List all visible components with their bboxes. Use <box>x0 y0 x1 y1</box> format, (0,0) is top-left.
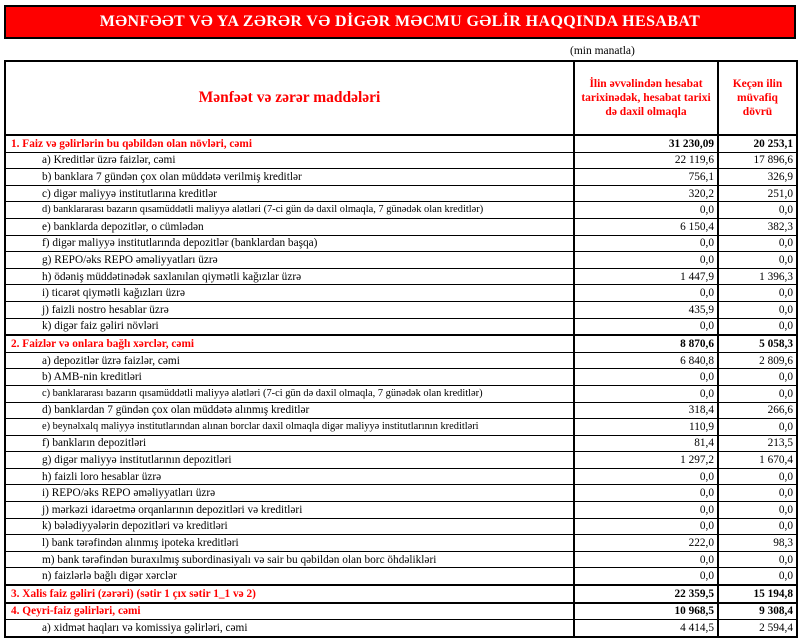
value-prior-cell: 0,0 <box>718 419 797 436</box>
item-label-cell: b) banklara 7 gündən çox olan müddətə verilmiş kreditlər <box>5 169 574 186</box>
value-current-cell: 6 150,4 <box>574 218 718 235</box>
value-prior-cell: 0,0 <box>718 285 797 302</box>
value-prior-cell: 0,0 <box>718 318 797 335</box>
item-label-cell: m) bank tərəfindən buraxılmış subordinasiyalı və sair bu qəbildən olan borc öhdəlikləri <box>5 551 574 568</box>
table-row <box>5 385 797 402</box>
value-current-cell: 0,0 <box>574 385 718 402</box>
item-label-cell: e) beynəlxalq maliyyə institutlarından alınan borclar daxil olmaqla digər maliyyə institutlarının kreditləri <box>5 419 574 436</box>
value-prior-cell: 0,0 <box>718 502 797 519</box>
value-prior-cell: 0,0 <box>718 252 797 269</box>
value-current-cell: 0,0 <box>574 235 718 252</box>
value-prior-cell: 15 194,8 <box>718 585 797 603</box>
value-prior-cell: 213,5 <box>718 435 797 452</box>
value-current-cell: 22 119,6 <box>574 152 718 169</box>
item-label-cell: g) REPO/əks REPO əməliyyatları üzrə <box>5 252 574 269</box>
value-prior-cell: 0,0 <box>718 369 797 386</box>
table-row <box>5 468 797 485</box>
table-header-row <box>5 61 797 135</box>
table-row <box>5 352 797 369</box>
value-current-cell: 22 359,5 <box>574 585 718 603</box>
value-prior-cell: 266,6 <box>718 402 797 419</box>
value-prior-cell: 382,3 <box>718 218 797 235</box>
value-current-cell: 0,0 <box>574 485 718 502</box>
table-row <box>5 185 797 202</box>
value-current-cell: 435,9 <box>574 301 718 318</box>
section-row <box>5 603 797 620</box>
table-row <box>5 402 797 419</box>
value-current-cell: 0,0 <box>574 551 718 568</box>
value-current-cell: 0,0 <box>574 285 718 302</box>
table-row <box>5 535 797 552</box>
item-label-cell: f) bankların depozitləri <box>5 435 574 452</box>
item-label-cell: c) digər maliyyə institutlarına kreditlər <box>5 185 574 202</box>
value-prior-cell: 2 594,4 <box>718 620 797 637</box>
item-label-cell: f) digər maliyyə institutlarında depozitlər (banklardan başqa) <box>5 235 574 252</box>
item-label-cell: g) digər maliyyə institutlarının depozitləri <box>5 452 574 469</box>
value-current-cell: 1 447,9 <box>574 268 718 285</box>
value-current-cell: 10 968,5 <box>574 603 718 620</box>
value-current-cell: 4 414,5 <box>574 620 718 637</box>
value-current-cell: 0,0 <box>574 318 718 335</box>
value-current-cell: 0,0 <box>574 568 718 585</box>
value-prior-cell: 0,0 <box>718 385 797 402</box>
value-prior-cell: 5 058,3 <box>718 335 797 352</box>
item-label-cell: 1. Faiz və gəlirlərin bu qəbildən olan növləri, cəmi <box>5 135 574 152</box>
table-row <box>5 452 797 469</box>
profit-loss-table <box>4 60 798 638</box>
item-label-cell: d) banklardan 7 gündən çox olan müddətə alınmış kreditlər <box>5 402 574 419</box>
table-row <box>5 502 797 519</box>
item-label-cell: 2. Faizlər və onlara bağlı xərclər, cəmi <box>5 335 574 352</box>
item-label-cell: k) digər faiz gəliri növləri <box>5 318 574 335</box>
value-current-cell: 1 297,2 <box>574 452 718 469</box>
item-label-cell: a) depozitlər üzrə faizlər, cəmi <box>5 352 574 369</box>
value-current-cell: 31 230,09 <box>574 135 718 152</box>
value-prior-cell: 0,0 <box>718 568 797 585</box>
table-row <box>5 551 797 568</box>
section-row <box>5 135 797 152</box>
value-prior-cell: 1 396,3 <box>718 268 797 285</box>
item-label-cell: 3. Xalis faiz gəliri (zərəri) (sətir 1 çıx sətir 1_1 və 2) <box>5 585 574 603</box>
item-label-cell: k) bələdiyyələrin depozitləri və kreditləri <box>5 518 574 535</box>
value-current-cell: 0,0 <box>574 369 718 386</box>
value-prior-cell: 20 253,1 <box>718 135 797 152</box>
item-label-cell: d) banklararası bazarın qısamüddətli maliyyə alətləri (7-ci gün də daxil olmaqla, 7 günədək olan kreditlər) <box>5 202 574 219</box>
value-prior-cell: 0,0 <box>718 468 797 485</box>
value-prior-cell: 326,9 <box>718 169 797 186</box>
table-row <box>5 419 797 436</box>
item-label-cell: h) ödəniş müddətinədək saxlanılan qiymətli kağızlar üzrə <box>5 268 574 285</box>
table-row <box>5 152 797 169</box>
value-prior-cell: 0,0 <box>718 235 797 252</box>
item-label-cell: i) ticarət qiymətli kağızları üzrə <box>5 285 574 302</box>
value-current-cell: 8 870,6 <box>574 335 718 352</box>
table-row <box>5 285 797 302</box>
item-label-cell: 4. Qeyri-faiz gəlirləri, cəmi <box>5 603 574 620</box>
value-prior-cell: 2 809,6 <box>718 352 797 369</box>
value-current-cell: 0,0 <box>574 468 718 485</box>
value-current-cell: 756,1 <box>574 169 718 186</box>
value-prior-cell: 9 308,4 <box>718 603 797 620</box>
unit-note: (min manatla) <box>570 45 635 57</box>
value-prior-cell: 0,0 <box>718 485 797 502</box>
table-row <box>5 202 797 219</box>
value-current-cell: 320,2 <box>574 185 718 202</box>
item-label-cell: a) xidmət haqları və komissiya gəlirləri, cəmi <box>5 620 574 637</box>
value-current-cell: 0,0 <box>574 202 718 219</box>
value-prior-cell: 0,0 <box>718 202 797 219</box>
table-row <box>5 568 797 585</box>
value-prior-cell: 98,3 <box>718 535 797 552</box>
report-title: MƏNFƏƏT VƏ YA ZƏRƏR VƏ DİGƏR MƏCMU GƏLİR HAQQINDA HESABAT <box>99 13 701 30</box>
item-label-cell: h) faizli loro hesablar üzrə <box>5 468 574 485</box>
value-current-cell: 222,0 <box>574 535 718 552</box>
value-prior-cell: 0,0 <box>718 551 797 568</box>
item-label-cell: l) bank tərəfindən alınmış ipoteka kreditləri <box>5 535 574 552</box>
table-row <box>5 218 797 235</box>
table-row <box>5 235 797 252</box>
item-label-cell: i) REPO/əks REPO əməliyyatları üzrə <box>5 485 574 502</box>
value-prior-cell: 17 896,6 <box>718 152 797 169</box>
value-current-cell: 0,0 <box>574 502 718 519</box>
table-row <box>5 169 797 186</box>
value-prior-cell: 1 670,4 <box>718 452 797 469</box>
table-row <box>5 620 797 637</box>
table-row <box>5 318 797 335</box>
table-row <box>5 485 797 502</box>
col-header-current-period: İlin əvvəlindən hesabat tarixinədək, hesabat tarixi də daxil olmaqla <box>574 61 718 135</box>
item-label-cell: a) Kreditlər üzrə faizlər, cəmi <box>5 152 574 169</box>
value-prior-cell: 0,0 <box>718 518 797 535</box>
value-current-cell: 110,9 <box>574 419 718 436</box>
item-label-cell: n) faizlərlə bağlı digər xərclər <box>5 568 574 585</box>
table-row <box>5 252 797 269</box>
table-row <box>5 268 797 285</box>
section-row <box>5 335 797 352</box>
value-current-cell: 81,4 <box>574 435 718 452</box>
item-label-cell: j) mərkəzi idarəetmə orqanlarının depozitləri və kreditləri <box>5 502 574 519</box>
table-row <box>5 301 797 318</box>
item-label-cell: e) banklarda depozitlər, o cümlədən <box>5 218 574 235</box>
value-current-cell: 318,4 <box>574 402 718 419</box>
table-row <box>5 369 797 386</box>
value-current-cell: 0,0 <box>574 518 718 535</box>
value-prior-cell: 251,0 <box>718 185 797 202</box>
table-row <box>5 518 797 535</box>
report-title-banner <box>4 5 796 39</box>
item-label-cell: b) AMB-nin kreditləri <box>5 369 574 386</box>
col-header-prior-period: Keçən ilin müvafiq dövrü <box>718 61 797 135</box>
value-prior-cell: 0,0 <box>718 301 797 318</box>
value-current-cell: 0,0 <box>574 252 718 269</box>
item-label-cell: c) banklararası bazarın qısamüddətli maliyyə alətləri (7-ci gün də daxil olmaqla, 7 günədək olan kreditlər) <box>5 385 574 402</box>
col-header-items: Mənfəət və zərər maddələri <box>5 61 574 135</box>
item-label-cell: j) faizli nostro hesablar üzrə <box>5 301 574 318</box>
value-current-cell: 6 840,8 <box>574 352 718 369</box>
table-row <box>5 435 797 452</box>
